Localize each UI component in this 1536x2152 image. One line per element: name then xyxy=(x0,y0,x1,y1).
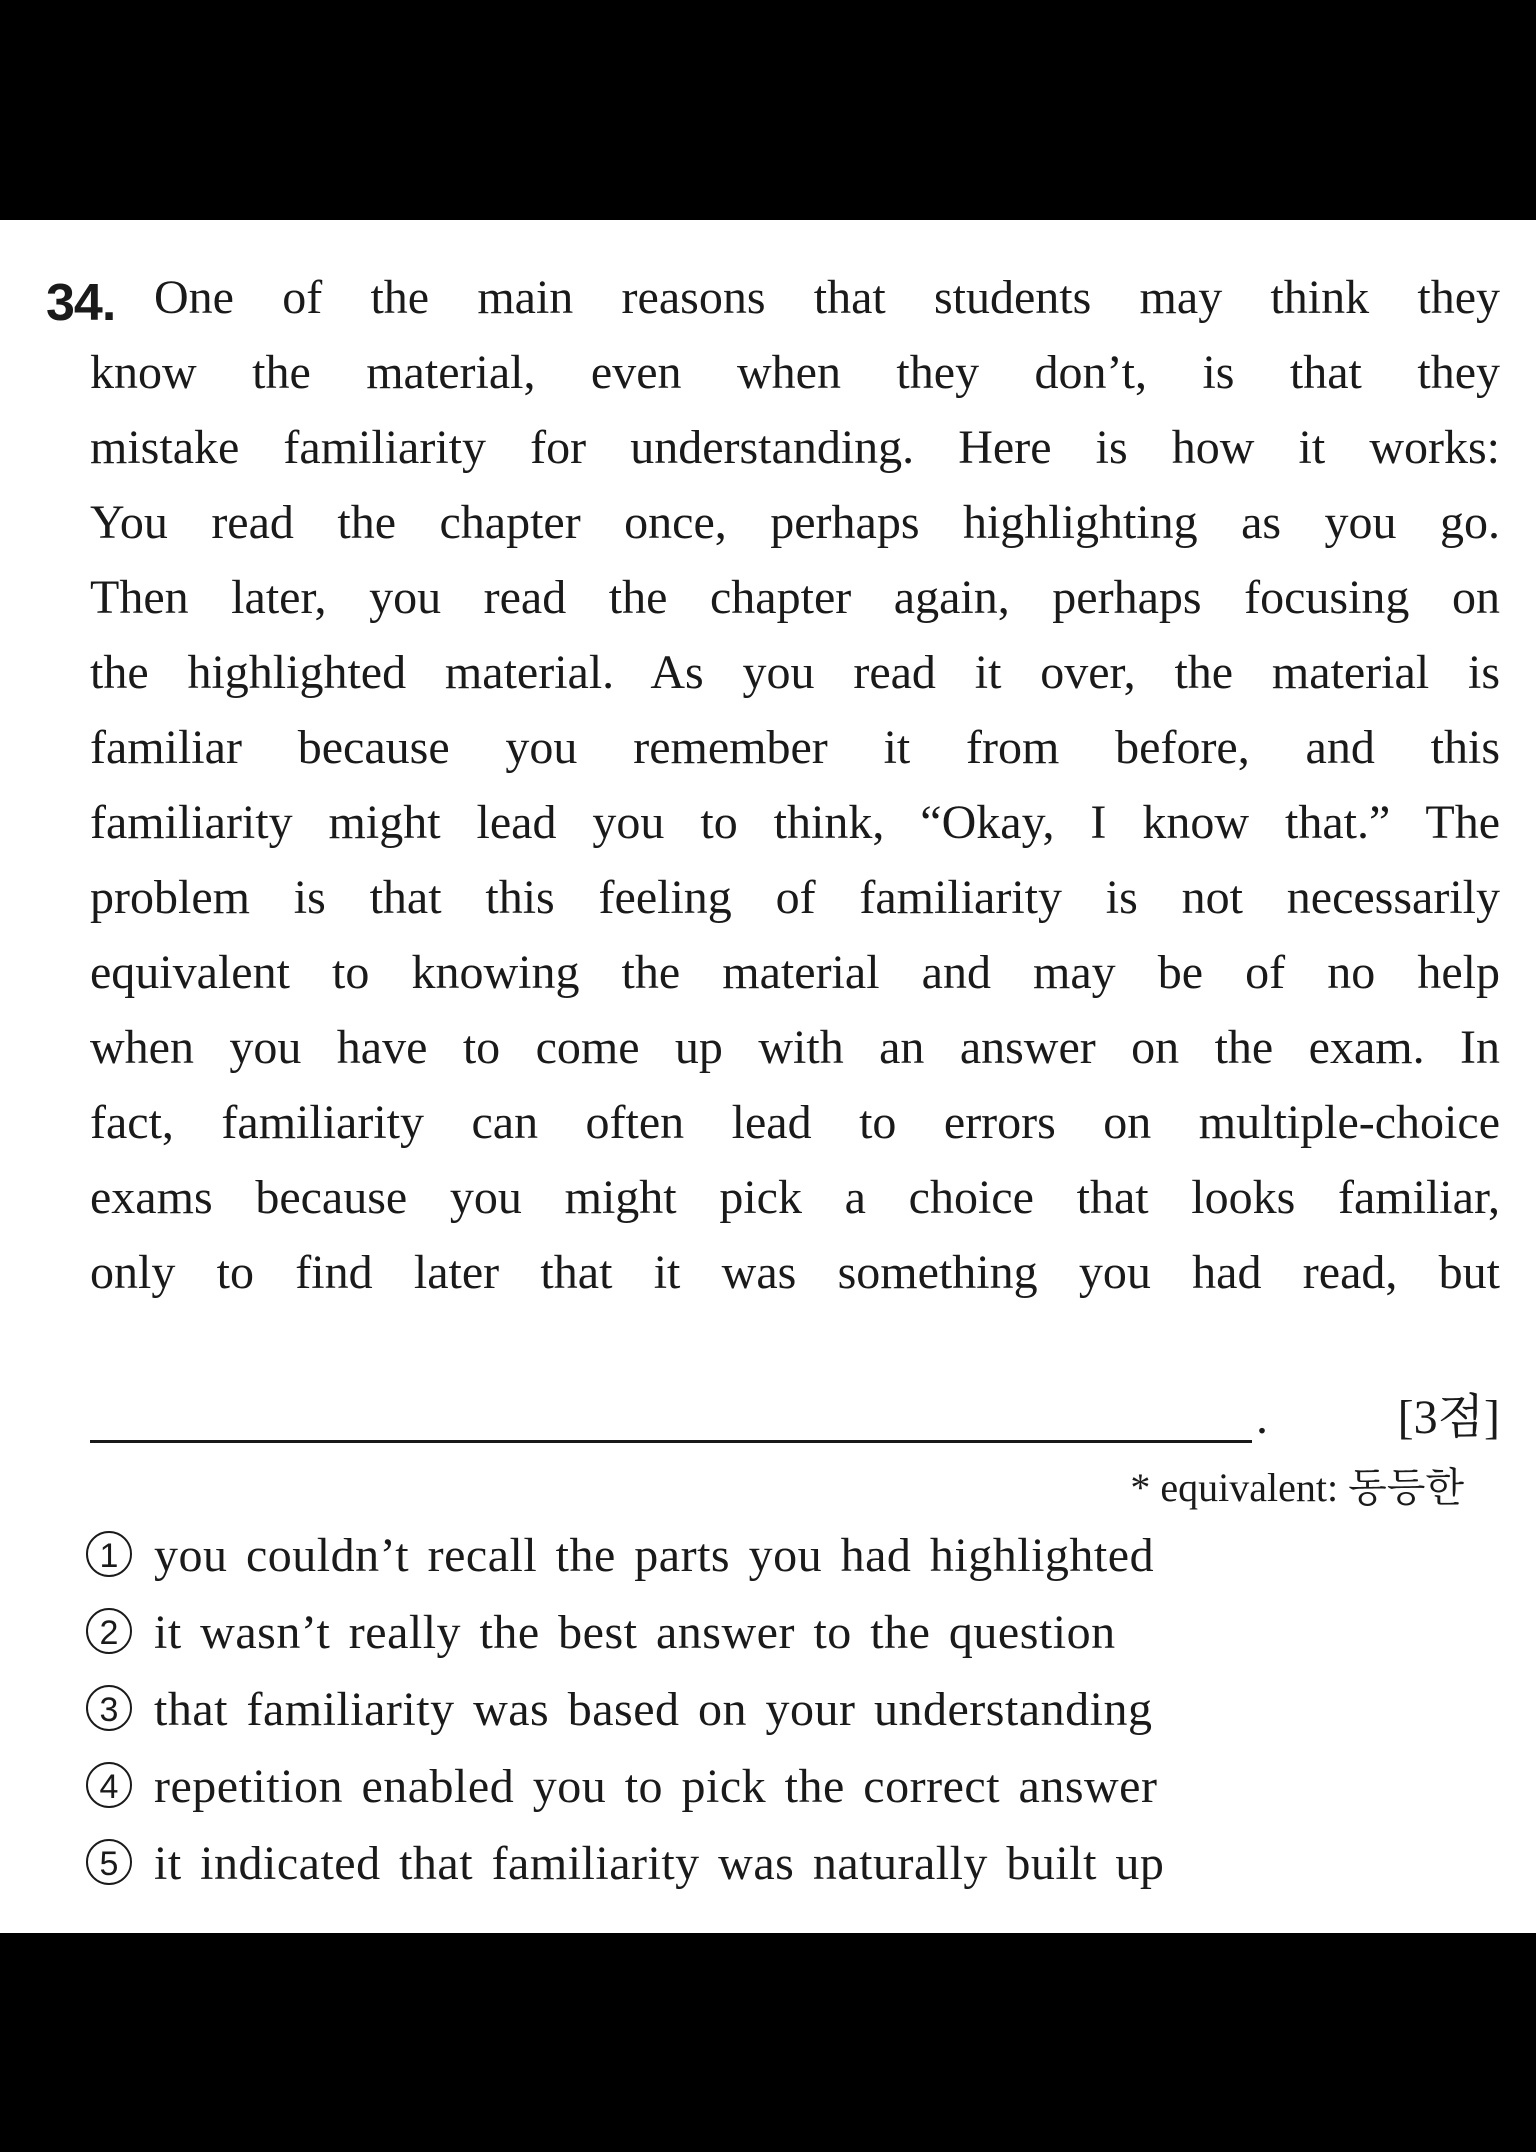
option-text: you couldn’t recall the parts you had highlighted xyxy=(154,1529,1155,1582)
passage-line: familiarity might lead you to think, “Okay, I know that.” The xyxy=(90,796,1500,849)
option-number-circle: 3 xyxy=(86,1685,132,1731)
option-text: it wasn’t really the best answer to the question xyxy=(154,1606,1116,1659)
points-badge: [3점] xyxy=(1397,1391,1500,1444)
option-4[interactable] xyxy=(86,1748,1386,1825)
answer-options xyxy=(86,1517,1386,1902)
passage-line: You read the chapter once, perhaps highlighting as you go. xyxy=(90,496,1500,549)
passage-line: familiar because you remember it from before, and this xyxy=(90,721,1500,774)
option-number-circle: 2 xyxy=(86,1608,132,1654)
passage xyxy=(90,260,1500,1310)
answer-blank xyxy=(90,1440,1252,1443)
answer-blank-row xyxy=(90,1388,1500,1448)
option-1[interactable] xyxy=(86,1517,1386,1594)
option-3[interactable] xyxy=(86,1671,1386,1748)
option-text: that familiarity was based on your understanding xyxy=(154,1683,1153,1736)
option-text: repetition enabled you to pick the correct answer xyxy=(154,1760,1158,1813)
question-number: 34. xyxy=(46,274,116,332)
passage-line: One of the main reasons that students may think they xyxy=(154,271,1500,324)
option-2[interactable] xyxy=(86,1594,1386,1671)
passage-line: only to find later that it was something you had read, but xyxy=(90,1246,1500,1299)
passage-line: when you have to come up with an answer on the exam. In xyxy=(90,1021,1500,1074)
blank-period: . xyxy=(1256,1391,1268,1444)
passage-line: know the material, even when they don’t, is that they xyxy=(90,346,1500,399)
option-number-circle: 4 xyxy=(86,1762,132,1808)
option-5[interactable] xyxy=(86,1825,1386,1902)
passage-line: problem is that this feeling of familiarity is not necessarily xyxy=(90,871,1500,924)
passage-line: equivalent to knowing the material and may be of no help xyxy=(90,946,1500,999)
option-number-circle: 1 xyxy=(86,1531,132,1577)
passage-line: mistake familiarity for understanding. Here is how it works: xyxy=(90,421,1500,474)
option-text: it indicated that familiarity was naturally built up xyxy=(154,1837,1165,1890)
passage-line: Then later, you read the chapter again, perhaps focusing on xyxy=(90,571,1500,624)
vocabulary-footnote: * equivalent: 동등한 xyxy=(1130,1465,1464,1510)
passage-line: exams because you might pick a choice that looks familiar, xyxy=(90,1171,1500,1224)
exam-page xyxy=(0,220,1536,1933)
option-number-circle: 5 xyxy=(86,1839,132,1885)
passage-line: the highlighted material. As you read it over, the material is xyxy=(90,646,1500,699)
passage-line: fact, familiarity can often lead to errors on multiple-choice xyxy=(90,1096,1500,1149)
